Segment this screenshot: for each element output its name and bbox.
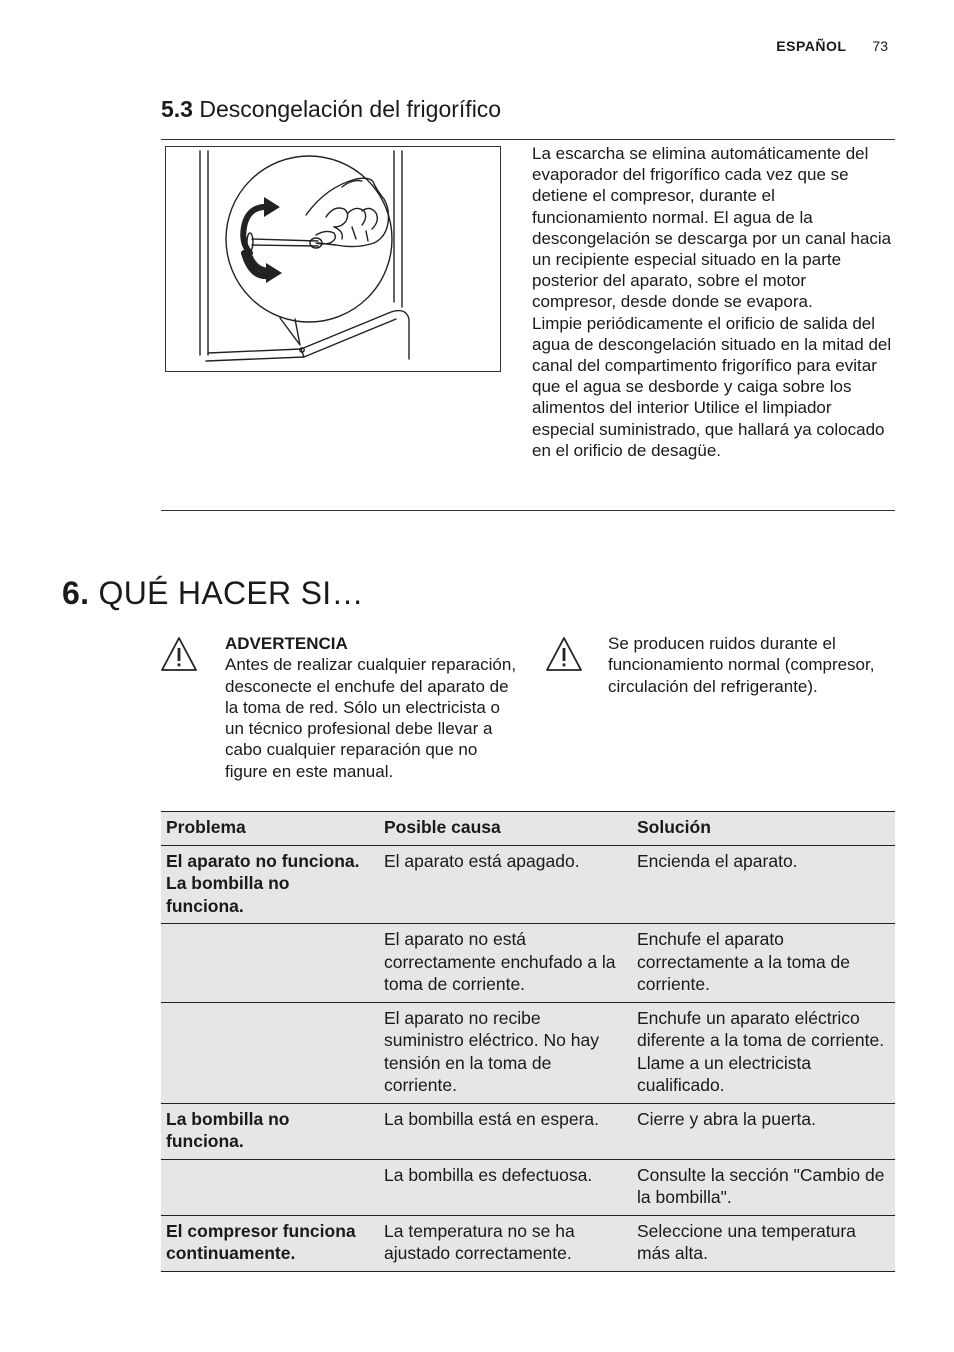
problem-cell: La bombilla no funciona. — [161, 1103, 379, 1159]
table-row — [161, 1002, 895, 1103]
section-title — [161, 96, 501, 123]
cause-cell: El aparato no está correctamente enchufado a la toma de corriente. — [379, 924, 632, 1003]
chapter-title — [62, 575, 364, 612]
caution-triangle-icon — [545, 636, 583, 672]
cause-cell: El aparato no recibe suministro eléctrico. No hay tensión en la toma de corriente. — [379, 1002, 632, 1103]
table-row — [161, 845, 895, 924]
solution-cell: Enchufe el aparato correctamente a la toma de corriente. — [632, 924, 895, 1003]
table-header-row — [161, 812, 895, 846]
defrost-description — [532, 143, 892, 461]
running-head — [776, 38, 888, 54]
cause-cell: La temperatura no se ha ajustado correctamente. — [379, 1215, 632, 1271]
cause-cell: La bombilla está en espera. — [379, 1103, 632, 1159]
problem-cell — [161, 924, 379, 1003]
chapter-title-text: QUÉ HACER SI… — [98, 575, 364, 611]
table-row — [161, 924, 895, 1003]
section-bottom-rule — [161, 510, 895, 511]
warning-title: ADVERTENCIA — [225, 634, 348, 653]
section-number: 5.3 — [161, 96, 193, 122]
note-text: Se producen ruidos durante el funcionamiento normal (compresor, circulación del refrigerante). — [608, 634, 875, 696]
defrost-paragraph-1: La escarcha se elimina automáticamente del evaporador del frigorífico cada vez que se detiene el compresor, durante el funcionamiento normal. El agua de la descongelación se descarga por un canal hacia un recipiente especial situado en la parte posterior del aparato, sobre el motor compresor, desde donde se evapora. — [532, 144, 892, 312]
header-solution: Solución — [632, 812, 895, 846]
problem-cell — [161, 1002, 379, 1103]
solution-cell: Consulte la sección "Cambio de la bombilla". — [632, 1159, 895, 1215]
solution-cell: Seleccione una temperatura más alta. — [632, 1215, 895, 1271]
solution-cell: Encienda el aparato. — [632, 845, 895, 924]
section-top-rule — [161, 139, 895, 140]
defrost-paragraph-2: Limpie periódicamente el orificio de salida del agua de descongelación situado en la mitad del canal del compartimento frigorífico para evitar que el agua se desborde y caiga sobre los alimentos del interior Utilice el limpiador especial suministrado, que hallará ya colocado en el orificio de desagüe. — [532, 313, 892, 460]
page-number: 73 — [872, 38, 888, 54]
section-title-text: Descongelación del frigorífico — [199, 96, 502, 122]
warning-text: Antes de realizar cualquier reparación, desconecte el enchufe del aparato de la toma de red. Sólo un electricista o un técnico profesional debe llevar a cabo cualquier reparación que no figure en este manual. — [225, 655, 517, 781]
problem-cell: El compresor funciona continuamente. — [161, 1215, 379, 1271]
header-cause: Posible causa — [379, 812, 632, 846]
solution-cell: Cierre y abra la puerta. — [632, 1103, 895, 1159]
table-row — [161, 1215, 895, 1271]
solution-cell: Enchufe un aparato eléctrico diferente a la toma de corriente. Llame a un electricista cualificado. — [632, 1002, 895, 1103]
header-language: ESPAÑOL — [776, 38, 847, 54]
problem-cell: El aparato no funciona. La bombilla no funciona. — [161, 845, 379, 924]
chapter-number: 6. — [62, 575, 90, 611]
defrost-illustration — [165, 146, 501, 372]
cause-cell: La bombilla es defectuosa. — [379, 1159, 632, 1215]
table-row — [161, 1103, 895, 1159]
troubleshooting-table — [161, 811, 895, 1272]
problem-cell — [161, 1159, 379, 1215]
note-block — [608, 633, 896, 697]
warning-triangle-icon — [160, 636, 198, 672]
table-row — [161, 1159, 895, 1215]
warning-block — [225, 633, 517, 782]
header-problem: Problema — [161, 812, 379, 846]
drain-cleaning-illustration — [166, 147, 500, 371]
cause-cell: El aparato está apagado. — [379, 845, 632, 924]
